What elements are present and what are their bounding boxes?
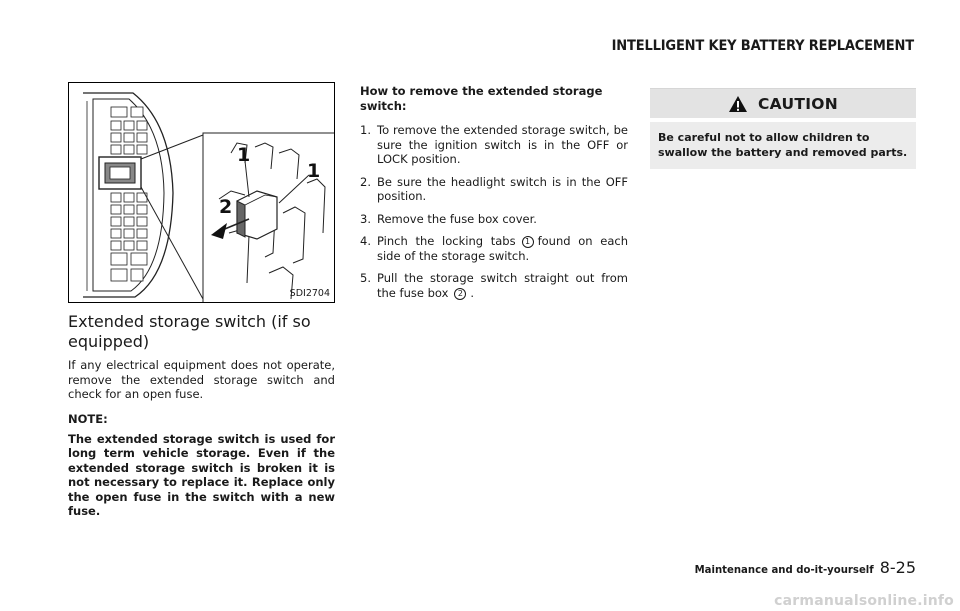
step-text-before: Pinch the locking tabs [377,234,516,248]
watermark: carmanualsonline.info [774,593,954,609]
warning-triangle-icon [728,95,748,113]
step-item [360,175,628,204]
intro-paragraph: If any electrical equipment does not operate, remove the extended storage switch and check for an open fuse. [68,358,335,401]
caution-header [650,88,916,118]
step-text-after: . [470,285,475,300]
page-footer [679,558,916,577]
step-text: To remove the extended storage switch, be sure the ignition switch is in the OFF or LOCK position. [377,123,628,166]
caution-box [650,88,916,169]
step-text [377,234,628,263]
step-text: Be sure the headlight switch is in the OFF position. [377,174,628,203]
caution-title: CAUTION [757,94,839,113]
step-text-after: found on each side of the storage switch. [377,234,628,263]
step-text: Remove the fuse box cover. [377,211,537,226]
middle-column [360,84,628,308]
step-item [360,123,628,167]
step-item [360,271,628,300]
figure-code: SDI2704 [289,288,330,299]
step-number: 4. [360,234,371,248]
fuse-box-figure [68,82,335,303]
section-title: INTELLIGENT KEY BATTERY REPLACEMENT [611,38,914,54]
step-number: 5. [360,271,371,285]
reference-circle-1: 1 [522,236,534,248]
step-number: 2. [360,174,371,189]
step-number: 3. [360,211,371,226]
callout-1-upper: 1 [237,144,251,166]
fuse-box-illustration [69,83,335,303]
footer-section-label: Maintenance and do-it-yourself [694,563,874,576]
callout-1-right: 1 [307,160,321,182]
left-column [68,312,335,519]
callout-2: 2 [219,196,233,218]
reference-circle-2: 2 [454,288,466,300]
page-number: 8-25 [879,558,916,577]
step-text-before: Pull the storage switch straight out from the fuse box [377,271,628,300]
caution-text: Be careful not to allow children to swallow the battery and removed parts. [650,122,916,169]
step-item [360,234,628,263]
step-item [360,212,628,227]
note-paragraph: The extended storage switch is used for long term vehicle storage. Even if the extended storage switch is broken it is not necessary to replace it. Replace only the open fuse in the switch with a new fuse. [68,431,335,518]
steps-heading: How to remove the extended storage switch: [360,84,603,113]
step-text [377,271,628,300]
step-number: 1. [360,123,371,137]
subheading: Extended storage switch (if so equipped) [68,312,311,351]
note-label: NOTE: [68,411,108,426]
